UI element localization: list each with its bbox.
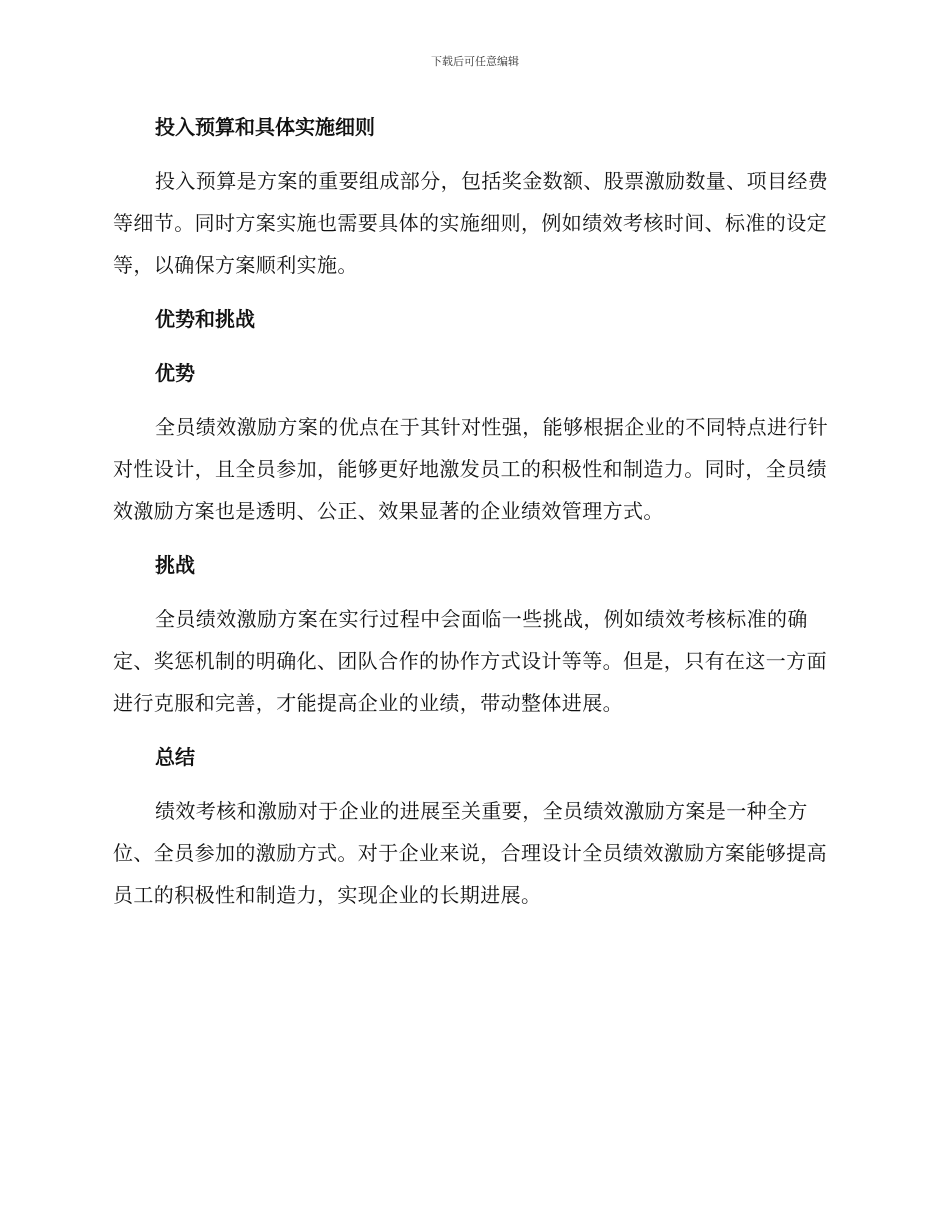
- section-heading-summary: 总结: [155, 745, 195, 769]
- section-heading-advantages: 优势: [155, 361, 195, 385]
- paragraph-summary: 绩效考核和激励对于企业的进展至关重要，全员绩效激励方案是一种全方位、全员参加的激励方式。对于企业来说，合理设计全员绩效激励方案能够提高员工的积极性和制造力，实现企业的长期进展。: [113, 799, 827, 907]
- section-heading-challenges: 挑战: [155, 553, 195, 577]
- document-body: [113, 106, 833, 928]
- paragraph-challenges: 全员绩效激励方案在实行过程中会面临一些挑战，例如绩效考核标准的确定、奖惩机制的明确化、团队合作的协作方式设计等等。但是，只有在这一方面进行克服和完善，才能提高企业的业绩，带动整体进展。: [113, 607, 827, 715]
- paragraph-advantages: 全员绩效激励方案的优点在于其针对性强，能够根据企业的不同特点进行针对性设计，且全员参加，能够更好地激发员工的积极性和制造力。同时，全员绩效激励方案也是透明、公正、效果显著的企业绩效管理方式。: [113, 415, 829, 523]
- page-header: 下载后可任意编辑: [431, 55, 519, 68]
- section-heading-advantages-challenges: 优势和挑战: [155, 307, 255, 331]
- section-heading-budget: 投入预算和具体实施细则: [155, 115, 375, 139]
- paragraph-budget: 投入预算是方案的重要组成部分，包括奖金数额、股票激励数量、项目经费等细节。同时方案实施也需要具体的实施细则，例如绩效考核时间、标准的设定等，以确保方案顺利实施。: [113, 169, 829, 277]
